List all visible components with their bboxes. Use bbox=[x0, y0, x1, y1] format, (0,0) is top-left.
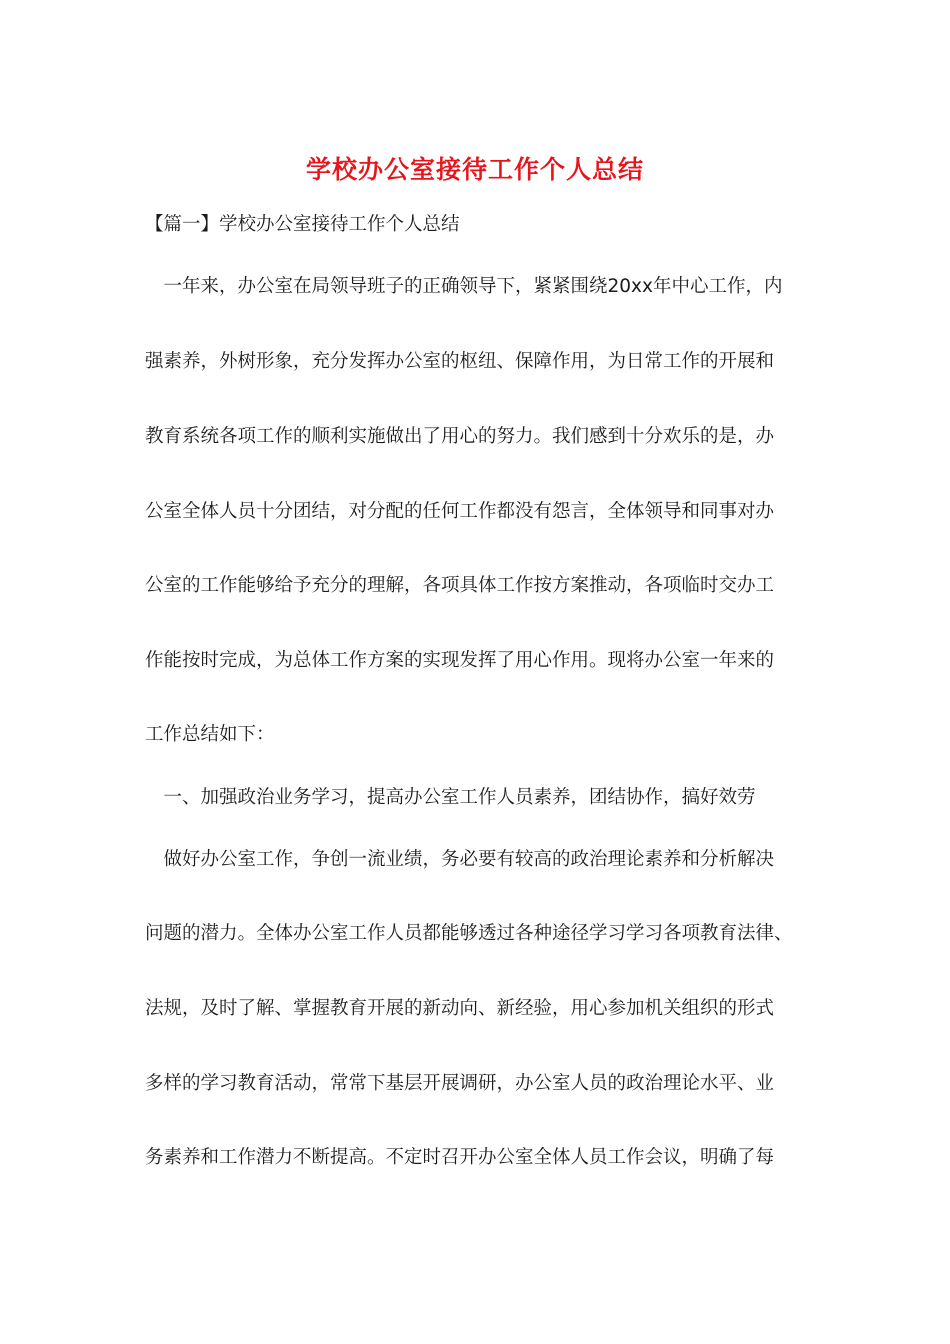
document-title: 学校办公室接待工作个人总结 bbox=[305, 155, 644, 184]
paragraph-line: 多样的学习教育活动，常常下基层开展调研，办公室人员的政治理论水平、业 bbox=[145, 1073, 775, 1094]
paragraph-line: 公室全体人员十分团结，对分配的任何工作都没有怨言，全体领导和同事对办 bbox=[145, 501, 775, 522]
paragraph-line: 务素养和工作潜力不断提高。不定时召开办公室全体人员工作会议，明确了每 bbox=[145, 1147, 775, 1168]
section-heading: 【篇一】学校办公室接待工作个人总结 bbox=[145, 214, 460, 235]
paragraph-line: 工作总结如下： bbox=[145, 724, 275, 745]
paragraph-line: 法规，及时了解、掌握教育开展的新动向、新经验，用心参加机关组织的形式 bbox=[145, 998, 775, 1019]
paragraph-line: 教育系统各项工作的顺利实施做出了用心的努力。我们感到十分欢乐的是，办 bbox=[145, 426, 775, 447]
paragraph-line: 强素养，外树形象，充分发挥办公室的枢纽、保障作用，为日常工作的开展和 bbox=[145, 351, 775, 372]
paragraph-line: 一年来，办公室在局领导班子的正确领导下，紧紧围绕20xx年中心工作，内 bbox=[145, 276, 783, 297]
subsection-heading: 一、加强政治业务学习，提高办公室工作人员素养，团结协作，搞好效劳 bbox=[145, 787, 756, 808]
paragraph-line: 问题的潜力。全体办公室工作人员都能够透过各种途径学习学习各项教育法律、 bbox=[145, 923, 793, 944]
paragraph-line: 做好办公室工作，争创一流业绩，务必要有较高的政治理论素养和分析解决 bbox=[145, 849, 775, 870]
paragraph-line: 公室的工作能够给予充分的理解，各项具体工作按方案推动，各项临时交办工 bbox=[145, 575, 775, 596]
paragraph-line: 作能按时完成，为总体工作方案的实现发挥了用心作用。现将办公室一年来的 bbox=[145, 650, 775, 671]
